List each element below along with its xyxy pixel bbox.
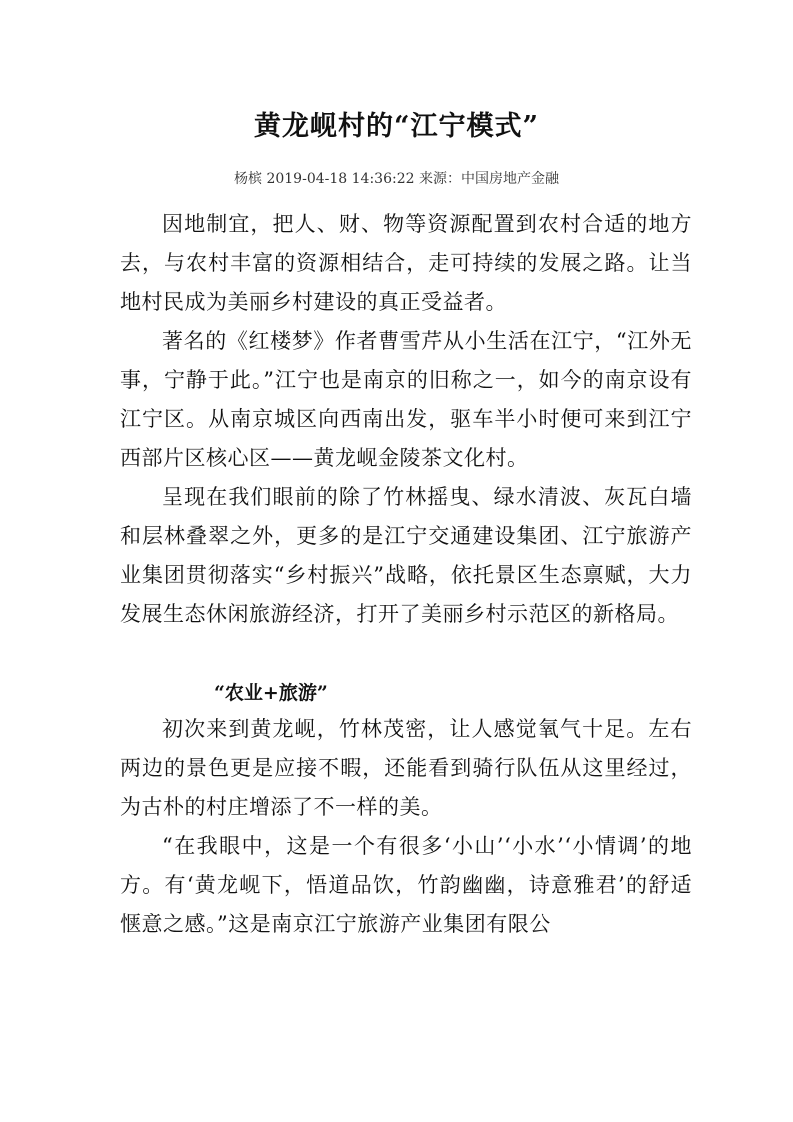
paragraph: “在我眼中，这是一个有很多‘小山’‘小水’‘小情调’的地方。有‘黄龙岘下，悟道品饮，竹韵幽幽，诗意雅君’的舒适惬意之感。”这是南京江宁旅游产业集团有限公	[120, 834, 692, 936]
paragraph: 著名的《红楼梦》作者曹雪芹从小生活在江宁，“江外无事，宁静于此。”江宁也是南京的旧称之一，如今的南京设有江宁区。从南京城区向西南出发，驱车半小时便可来到江宁西部片区核心区——黄龙岘金陵茶文化村。	[120, 329, 692, 470]
paragraph: 初次来到黄龙岘，竹林茂密，让人感觉氧气十足。左右两边的景色更是应接不暇，还能看到骑行队伍从这里经过，为古朴的村庄增添了不一样的美。	[120, 717, 692, 819]
paragraph: 呈现在我们眼前的除了竹林摇曳、绿水清波、灰瓦白墙和层林叠翠之外，更多的是江宁交通建设集团、江宁旅游产业集团贯彻落实“乡村振兴”战略，依托景区生态禀赋，大力发展生态休闲旅游经济，打开了美丽乡村示范区的新格局。	[120, 485, 692, 626]
paragraph: 因地制宜，把人、财、物等资源配置到农村合适的地方去，与农村丰富的资源相结合，走可持续的发展之路。让当地村民成为美丽乡村建设的真正受益者。	[120, 212, 692, 314]
section-heading: “农业+旅游”	[214, 682, 328, 704]
article-meta: 杨槟 2019-04-18 14:36:22 来源：中国房地产金融	[234, 171, 559, 187]
article-body	[120, 205, 692, 944]
article-title: 黄龙岘村的“江宁模式”	[253, 111, 540, 142]
